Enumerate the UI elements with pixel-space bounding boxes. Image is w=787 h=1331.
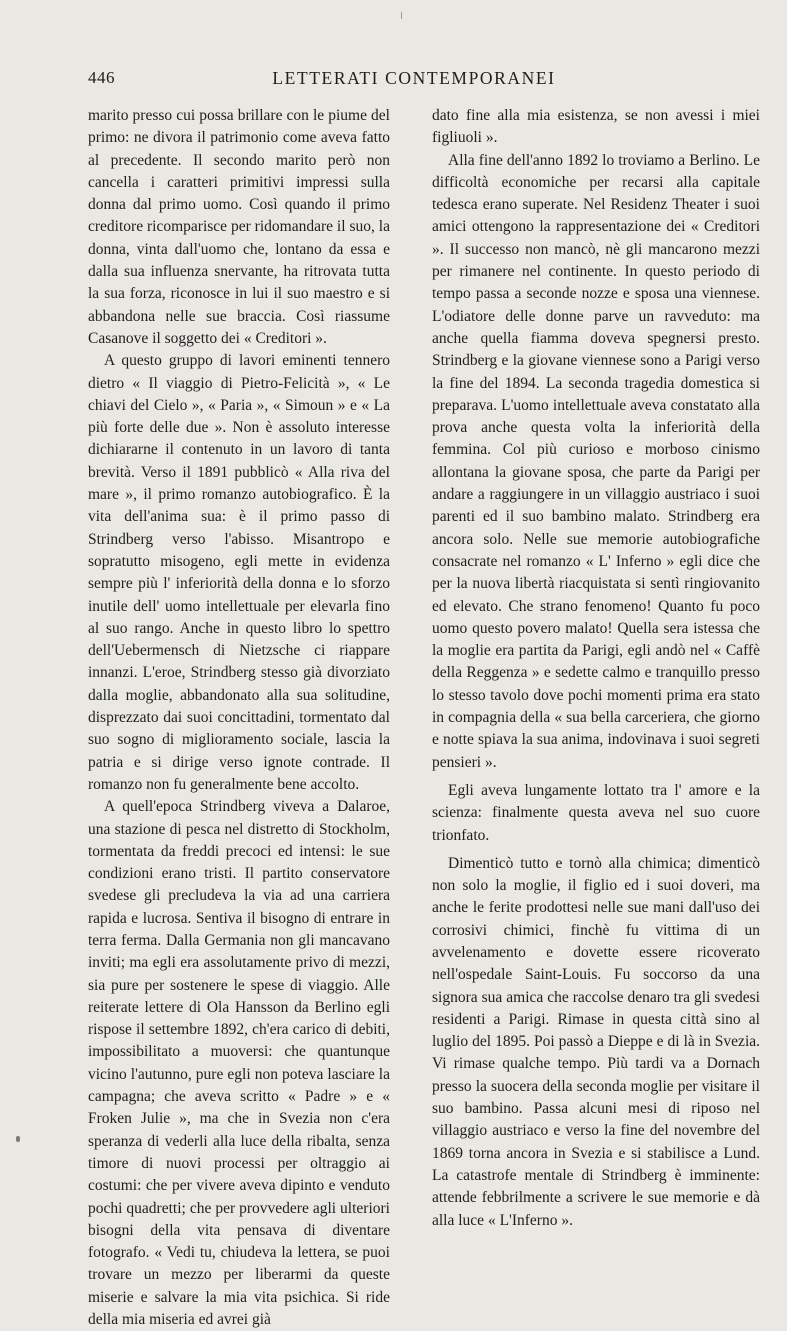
paragraph: dato fine alla mia esistenza, se non avessi i miei figliuoli ». bbox=[432, 107, 760, 147]
paragraph: Alla fine dell'anno 1892 lo troviamo a Berlino. Le difficoltà economiche per recarsi alla capitale tedesca erano superate. Nel Residenz Theater i suoi amici ottengono la rappresentazione dei « Creditori ». Il successo non mancò, nè gli mancarono mezzi per rimanere nel continente. In questo periodo di tempo passa a seconde nozze e sposa una viennese. L'odiatore delle donne parve un ravveduto: ma anche quella fiamma doveva spegnersi presto. Strindberg e la giovane viennese sono a Parigi verso la fine del 1894. La seconda tragedia domestica si preparava. L'uomo intellettuale aveva constatato alla prova anche questa volta la inferiorità della femmina. Col più curioso e morboso cinismo allontana la giovane sposa, che parte da Parigi per andare a raggiungere in un villaggio austriaco i suoi parenti ed il suo bambino malato. Strindberg era ancora solo. Nelle sue memorie autobiografiche consacrate nel romanzo « L' Inferno » egli dice che per la nuova libertà riacquistata si sentì ringiovanito ed elevato. Che strano fenomeno! Quanto fu poco uomo questo povero malato! Quella sera istessa che la moglie era partita da Parigi, egli andò nel « Caffè della Reggenza » e sedette calmo e tranquillo presso lo stesso tavolo dove pochi momenti prima era stato in compagnia della « sua bella carceriera, che giorno e notte spiava la sua anima, indovinava i suoi segreti pensieri ». bbox=[432, 151, 760, 771]
left-column bbox=[88, 105, 390, 1331]
right-column bbox=[432, 105, 760, 1232]
page-number: 446 bbox=[88, 68, 115, 87]
paragraph: Egli aveva lungamente lottato tra l' amore e la scienza: finalmente questa aveva nel suo cuore trionfato. bbox=[432, 781, 760, 844]
paragraph: marito presso cui possa brillare con le piume del primo: ne divora il patrimonio come aveva fatto al precedente. Il secondo marito però non cancella i caratteri primitivi impressi sulla donna dal primo uomo. Così quando il primo creditore ricomparisce per ridomandare il suo, la donna, vinta dall'uomo che, lontano da essa e dalla sua influenza snervante, ha ritrovata tutta la sua forza, riconosce in lui il suo maestro e si abbandona nelle sue braccia. Così riassume Casanove il soggetto dei « Creditori ». bbox=[88, 107, 390, 347]
scan-speck bbox=[16, 1136, 20, 1142]
paragraph: A quell'epoca Strindberg viveva a Dalaroe, una stazione di pesca nel distretto di Stockholm, tormentata da freddi precoci ed intensi: le sue condizioni erano tristi. Il partito conservatore svedese gli precludeva la via ad una carriera rapida e lucrosa. Sentiva il bisogno di entrare in terra ferma. Dalla Germania non gli mancavano inviti; ma egli era assolutamente privo di mezzi, sia pure per sostenere le spese di viaggio. Alle reiterate lettere di Ola Hansson da Berlino egli rispose il settembre 1892, ch'era carico di debiti, impossibilitato a muoversi: che quantunque vicino l'autunno, pure egli non poteva lasciare la campagna; che aveva scritto « Padre » e « Froken Julie », ma che in Svezia non c'era speranza di vederli alla luce della ribalta, senza timore di nuovi processi per oltraggio ai costumi: che per vivere aveva dipinto e venduto pochi quadretti; che per provvedere agli ulteriori bisogni della vita pensava di diventare fotografo. « Vedi tu, chiudeva la lettera, se puoi trovare un mezzo per liberarmi da queste miserie e salvare la mia vita psichica. Si ride della mia miseria ed avrei già bbox=[88, 798, 390, 1329]
running-title: LETTERATI CONTEMPORANEI bbox=[272, 68, 556, 88]
scan-mark bbox=[401, 12, 402, 19]
page-header bbox=[88, 68, 700, 94]
paragraph: A questo gruppo di lavori eminenti tennero dietro « Il viaggio di Pietro-Felicità », « Le chiavi del Cielo », « Paria », « Simoun » e « La più forte delle due ». Non è assoluto interesse dichiararne il contenuto in un lavoro di tanta brevità. Verso il 1891 pubblicò « Alla riva del mare », il primo romanzo autobiografico. È la vita dell'anima sua: è il primo passo di Strindberg verso l'abisso. Misantropo e sopratutto misogeno, egli mette in evidenza sempre più l' inferiorità della donna e lo sforzo inutile dell' uomo intellettuale per elevarla fino al suo rango. Anche in questo libro lo spettro dell'Uebermensch di Nietzsche ci riappare innanzi. L'eroe, Strindberg stesso già divorziato dalla moglie, abbandonato alla sua solitudine, disprezzato dai suoi concittadini, tormentato dal suo sogno di miglioramento sociale, lascia la patria e si dirige verso ignote contrade. Il romanzo non fu generalmente bene accolto. bbox=[88, 352, 390, 793]
paragraph: Dimenticò tutto e tornò alla chimica; dimenticò non solo la moglie, il figlio ed i suoi doveri, ma anche le ferite prodottesi nelle sue mani dall'uso dei corrosivi chimici, finchè fu vittima di un avvelenamento e dovette essere ricoverato nell'ospedale Saint-Louis. Fu soccorso da una signora sua amica che raccolse denaro tra gli svedesi residenti a Parigi. Rimase in questa città sino al luglio del 1895. Poi passò a Dieppe e di là in Svezia. Vi rimase qualche tempo. Più tardi va a Dornach presso la suocera della seconda moglie per visitare il suo bambino. Passa alcuni mesi di riposo nel villaggio austriaco e verso la fine del novembre del 1869 torna ancora in Svezia e si stabilisce a Lund. La catastrofe mentale di Strindberg è imminente: attende febbrilmente a scrivere le sue memorie e dà alla luce « L'Inferno ». bbox=[432, 854, 760, 1229]
